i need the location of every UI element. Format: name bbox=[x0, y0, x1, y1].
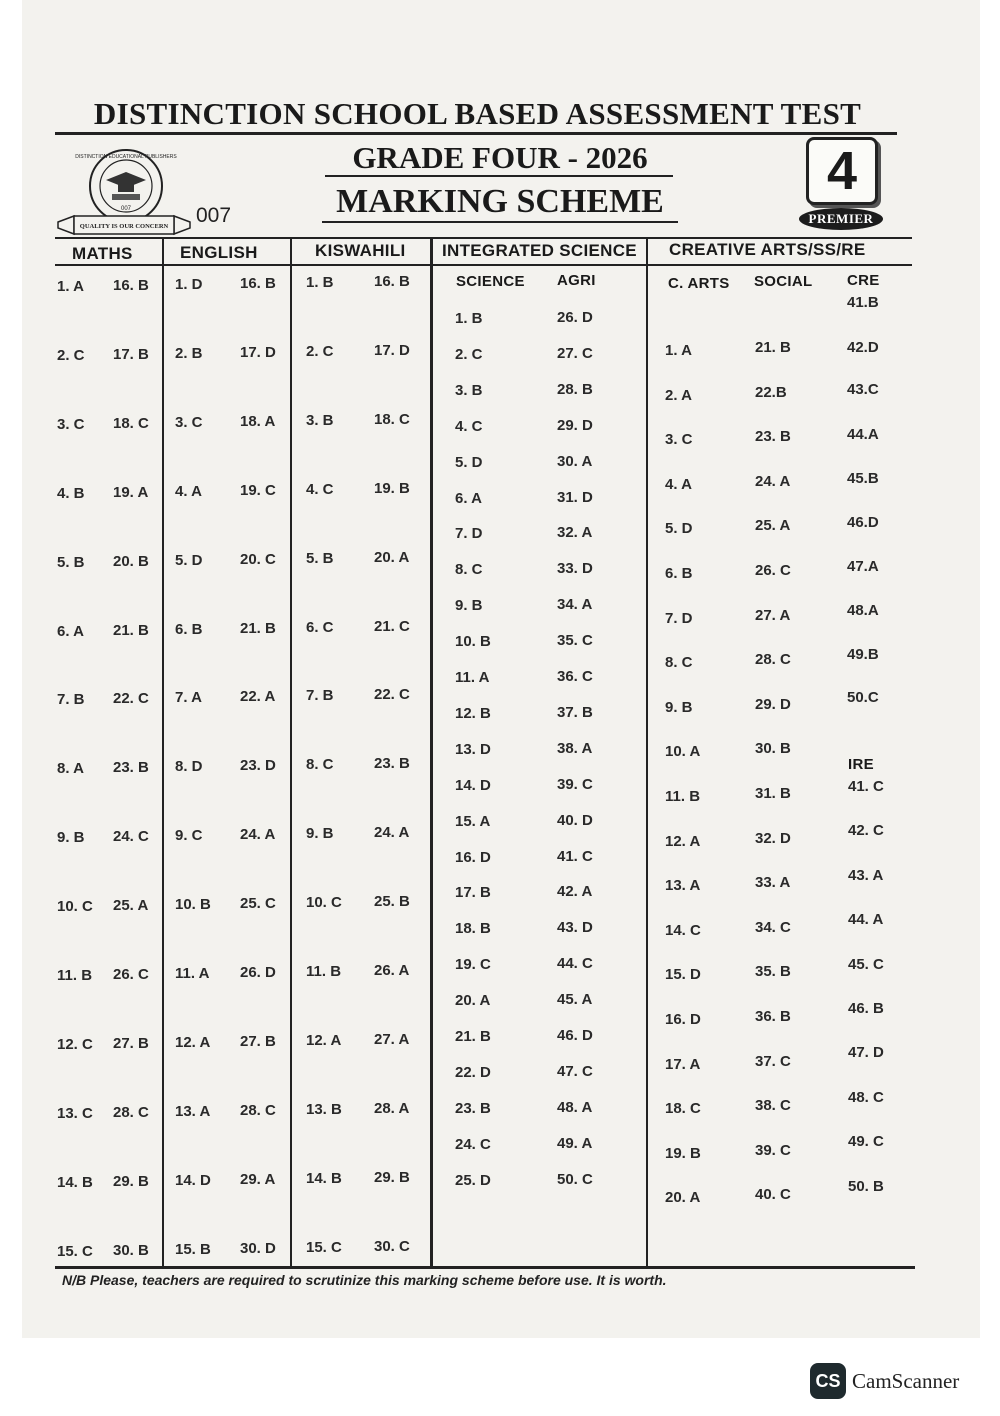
social-answer: 39. C bbox=[755, 1142, 791, 1159]
science-answer: 5. D bbox=[455, 454, 483, 471]
carts-answer: 11. B bbox=[665, 788, 701, 805]
maths-answer: 29. B bbox=[113, 1173, 149, 1190]
ire-answer: 47. D bbox=[848, 1044, 884, 1061]
cre-answer: 45.B bbox=[847, 470, 879, 487]
science-answer: 24. C bbox=[455, 1136, 491, 1153]
maths-answer: 13. C bbox=[57, 1105, 93, 1122]
english-answer: 23. D bbox=[240, 757, 276, 774]
science-answer: 8. C bbox=[455, 561, 483, 578]
kiswahili-answer: 25. B bbox=[374, 893, 410, 910]
maths-answer: 4. B bbox=[57, 485, 85, 502]
maths-answer: 27. B bbox=[113, 1035, 149, 1052]
agri-answer: 47. C bbox=[557, 1063, 593, 1080]
agri-answer: 46. D bbox=[557, 1027, 593, 1044]
logo-code: 007 bbox=[196, 204, 232, 227]
english-answer: 27. B bbox=[240, 1033, 276, 1050]
social-answer: 25. A bbox=[755, 517, 791, 534]
science-answer: 11. A bbox=[455, 669, 490, 686]
english-answer: 15. B bbox=[175, 1241, 211, 1258]
carts-answer: 16. D bbox=[665, 1011, 701, 1028]
svg-text:007: 007 bbox=[120, 206, 132, 212]
maths-answer: 26. C bbox=[113, 966, 149, 983]
kiswahili-answer: 4. C bbox=[306, 481, 334, 498]
maths-answer: 14. B bbox=[57, 1174, 93, 1191]
agri-answer: 28. B bbox=[557, 381, 593, 398]
maths-answer: 6. A bbox=[57, 623, 84, 640]
maths-answer: 15. C bbox=[57, 1243, 93, 1260]
carts-answer: 6. B bbox=[665, 565, 693, 582]
science-answer: 12. B bbox=[455, 705, 491, 722]
kiswahili-answer: 10. C bbox=[306, 894, 342, 911]
kiswahili-answer: 5. B bbox=[306, 550, 334, 567]
maths-answer: 8. A bbox=[57, 760, 84, 777]
kiswahili-answer: 19. B bbox=[374, 480, 410, 497]
science-answer: 21. B bbox=[455, 1028, 491, 1045]
science-answer: 17. B bbox=[455, 884, 491, 901]
camscanner-label: CamScanner bbox=[852, 1369, 960, 1393]
maths-answer: 23. B bbox=[113, 759, 149, 776]
social-answer: 22.B bbox=[755, 384, 787, 401]
maths-answer: 11. B bbox=[57, 967, 93, 984]
kiswahili-answer: 23. B bbox=[374, 755, 410, 772]
english-answer: 14. D bbox=[175, 1172, 211, 1189]
maths-answer: 30. B bbox=[113, 1242, 149, 1259]
agri-answer: 36. C bbox=[557, 668, 593, 685]
ire-answer: 48. C bbox=[848, 1089, 884, 1106]
ire-answer: 44. A bbox=[848, 911, 884, 928]
kiswahili-answer: 1. B bbox=[306, 274, 334, 291]
agri-answer: 38. A bbox=[557, 740, 593, 757]
subheader-science: SCIENCE bbox=[456, 273, 525, 290]
social-answer: 31. B bbox=[755, 785, 791, 802]
kiswahili-answer: 27. A bbox=[374, 1031, 410, 1048]
science-answer: 10. B bbox=[455, 633, 491, 650]
english-answer: 30. D bbox=[240, 1240, 276, 1257]
english-answer: 29. A bbox=[240, 1171, 276, 1188]
kiswahili-answer: 16. B bbox=[374, 273, 410, 290]
camscanner-icon: CS bbox=[810, 1363, 846, 1399]
science-answer: 7. D bbox=[455, 525, 483, 542]
kiswahili-answer: 21. C bbox=[374, 618, 410, 635]
page-title: DISTINCTION SCHOOL BASED ASSESSMENT TEST bbox=[93, 96, 862, 131]
science-answer: 19. C bbox=[455, 956, 491, 973]
agri-answer: 40. D bbox=[557, 812, 593, 829]
ire-answer: 49. C bbox=[848, 1133, 884, 1150]
science-answer: 13. D bbox=[455, 741, 491, 758]
maths-answer: 10. C bbox=[57, 898, 93, 915]
carts-answer: 17. A bbox=[665, 1056, 701, 1073]
english-answer: 28. C bbox=[240, 1102, 276, 1119]
agri-answer: 50. C bbox=[557, 1171, 593, 1188]
cre-answer: 49.B bbox=[847, 646, 879, 663]
agri-answer: 29. D bbox=[557, 417, 593, 434]
svg-text:DISTINCTION EDUCATIONAL PUBLIS: DISTINCTION EDUCATIONAL PUBLISHERS bbox=[75, 154, 177, 160]
maths-answer: 9. B bbox=[57, 829, 85, 846]
footer-note: N/B Please, teachers are required to scrutinize this marking scheme before use. It is worth. bbox=[62, 1272, 667, 1288]
science-answer: 14. D bbox=[455, 777, 491, 794]
english-answer: 1. D bbox=[175, 276, 203, 293]
kiswahili-answer: 2. C bbox=[306, 343, 334, 360]
science-answer: 4. C bbox=[455, 418, 483, 435]
cre-answer: 44.A bbox=[847, 426, 879, 443]
cre-answer: 46.D bbox=[847, 514, 879, 531]
carts-answer: 7. D bbox=[665, 610, 693, 627]
science-answer: 1. B bbox=[455, 310, 483, 327]
science-answer: 25. D bbox=[455, 1172, 491, 1189]
science-answer: 20. A bbox=[455, 992, 491, 1009]
maths-answer: 20. B bbox=[113, 553, 149, 570]
divider-kiswahili-science bbox=[430, 239, 433, 1266]
science-answer: 2. C bbox=[455, 346, 483, 363]
svg-text:QUALITY IS OUR CONCERN: QUALITY IS OUR CONCERN bbox=[79, 223, 169, 230]
english-answer: 8. D bbox=[175, 758, 203, 775]
divider-maths-english bbox=[162, 239, 164, 1266]
kiswahili-answer: 24. A bbox=[374, 824, 410, 841]
agri-answer: 26. D bbox=[557, 309, 593, 326]
header-integrated-science: INTEGRATED SCIENCE bbox=[442, 241, 637, 260]
carts-answer: 9. B bbox=[665, 699, 693, 716]
kiswahili-answer: 17. D bbox=[374, 342, 410, 359]
agri-answer: 30. A bbox=[557, 453, 593, 470]
agri-answer: 42. A bbox=[557, 883, 593, 900]
social-answer: 36. B bbox=[755, 1008, 791, 1025]
science-answer: 15. A bbox=[455, 813, 491, 830]
english-answer: 17. D bbox=[240, 344, 276, 361]
cre-answer: 48.A bbox=[847, 602, 879, 619]
social-answer: 21. B bbox=[755, 339, 791, 356]
agri-answer: 31. D bbox=[557, 489, 593, 506]
social-answer: 30. B bbox=[755, 740, 791, 757]
ire-answer: 43. A bbox=[848, 867, 884, 884]
social-answer: 29. D bbox=[755, 696, 791, 713]
social-answer: 28. C bbox=[755, 651, 791, 668]
english-answer: 19. C bbox=[240, 482, 276, 499]
social-answer: 37. C bbox=[755, 1053, 791, 1070]
carts-answer: 18. C bbox=[665, 1100, 701, 1117]
table-top-rule bbox=[55, 237, 912, 239]
header-kiswahili: KISWAHILI bbox=[315, 241, 406, 260]
ire-answer: 41. C bbox=[848, 778, 884, 795]
maths-answer: 24. C bbox=[113, 828, 149, 845]
english-answer: 12. A bbox=[175, 1034, 211, 1051]
subheader-agri: AGRI bbox=[557, 272, 596, 289]
english-answer: 3. C bbox=[175, 414, 203, 431]
english-answer: 5. D bbox=[175, 552, 203, 569]
kiswahili-answer: 12. A bbox=[306, 1032, 342, 1049]
science-answer: 18. B bbox=[455, 920, 491, 937]
cre-answer: 41.B bbox=[847, 294, 879, 311]
english-answer: 21. B bbox=[240, 620, 276, 637]
carts-answer: 5. D bbox=[665, 520, 693, 537]
header-maths: MATHS bbox=[72, 244, 133, 263]
ire-answer: 42. C bbox=[848, 822, 884, 839]
kiswahili-answer: 28. A bbox=[374, 1100, 410, 1117]
cre-answer: 42.D bbox=[847, 339, 879, 356]
science-answer: 3. B bbox=[455, 382, 483, 399]
kiswahili-answer: 20. A bbox=[374, 549, 410, 566]
social-answer: 26. C bbox=[755, 562, 791, 579]
subheader-ire: IRE bbox=[848, 756, 874, 773]
scheme-title: MARKING SCHEME bbox=[336, 183, 664, 220]
agri-answer: 34. A bbox=[557, 596, 593, 613]
maths-answer: 2. C bbox=[57, 347, 85, 364]
science-answer: 16. D bbox=[455, 849, 491, 866]
english-answer: 18. A bbox=[240, 413, 276, 430]
agri-answer: 37. B bbox=[557, 704, 593, 721]
maths-answer: 1. A bbox=[57, 278, 84, 295]
science-answer: 23. B bbox=[455, 1100, 491, 1117]
kiswahili-answer: 14. B bbox=[306, 1170, 342, 1187]
header-creative-arts: CREATIVE ARTS/SS/RE bbox=[669, 240, 866, 259]
english-answer: 26. D bbox=[240, 964, 276, 981]
kiswahili-answer: 29. B bbox=[374, 1169, 410, 1186]
social-answer: 32. D bbox=[755, 830, 791, 847]
social-answer: 24. A bbox=[755, 473, 791, 490]
publisher-logo bbox=[54, 146, 194, 236]
kiswahili-answer: 15. C bbox=[306, 1239, 342, 1256]
cre-answer: 47.A bbox=[847, 558, 879, 575]
social-answer: 40. C bbox=[755, 1186, 791, 1203]
english-answer: 10. B bbox=[175, 896, 211, 913]
carts-answer: 10. A bbox=[665, 743, 701, 760]
maths-answer: 18. C bbox=[113, 415, 149, 432]
maths-answer: 5. B bbox=[57, 554, 85, 571]
ire-answer: 45. C bbox=[848, 956, 884, 973]
agri-answer: 49. A bbox=[557, 1135, 593, 1152]
carts-answer: 3. C bbox=[665, 431, 693, 448]
english-answer: 22. A bbox=[240, 688, 276, 705]
english-answer: 20. C bbox=[240, 551, 276, 568]
english-answer: 2. B bbox=[175, 345, 203, 362]
grade-badge: 4 bbox=[806, 137, 878, 205]
kiswahili-answer: 26. A bbox=[374, 962, 410, 979]
grade-underline bbox=[325, 175, 673, 177]
kiswahili-answer: 11. B bbox=[306, 963, 342, 980]
maths-answer: 28. C bbox=[113, 1104, 149, 1121]
kiswahili-answer: 13. B bbox=[306, 1101, 342, 1118]
carts-answer: 13. A bbox=[665, 877, 701, 894]
kiswahili-answer: 9. B bbox=[306, 825, 334, 842]
english-answer: 4. A bbox=[175, 483, 202, 500]
agri-answer: 45. A bbox=[557, 991, 593, 1008]
english-answer: 13. A bbox=[175, 1103, 211, 1120]
maths-answer: 25. A bbox=[113, 897, 149, 914]
carts-answer: 15. D bbox=[665, 966, 701, 983]
maths-answer: 16. B bbox=[113, 277, 149, 294]
science-answer: 22. D bbox=[455, 1064, 491, 1081]
title-underline bbox=[55, 132, 897, 135]
cre-answer: 43.C bbox=[847, 381, 879, 398]
maths-answer: 22. C bbox=[113, 690, 149, 707]
social-answer: 34. C bbox=[755, 919, 791, 936]
agri-answer: 39. C bbox=[557, 776, 593, 793]
science-answer: 6. A bbox=[455, 490, 482, 507]
carts-answer: 4. A bbox=[665, 476, 692, 493]
subheader-carts: C. ARTS bbox=[668, 275, 730, 292]
cre-answer: 50.C bbox=[847, 689, 879, 706]
maths-answer: 17. B bbox=[113, 346, 149, 363]
carts-answer: 2. A bbox=[665, 387, 692, 404]
social-answer: 23. B bbox=[755, 428, 791, 445]
agri-answer: 27. C bbox=[557, 345, 593, 362]
agri-answer: 41. C bbox=[557, 848, 593, 865]
table-bottom-rule bbox=[55, 1266, 915, 1269]
ire-answer: 46. B bbox=[848, 1000, 884, 1017]
english-answer: 24. A bbox=[240, 826, 276, 843]
header-english: ENGLISH bbox=[180, 243, 258, 262]
social-answer: 38. C bbox=[755, 1097, 791, 1114]
grade-title: GRADE FOUR - 2026 bbox=[352, 140, 648, 175]
carts-answer: 1. A bbox=[665, 342, 692, 359]
carts-answer: 19. B bbox=[665, 1145, 701, 1162]
agri-answer: 48. A bbox=[557, 1099, 593, 1116]
agri-answer: 35. C bbox=[557, 632, 593, 649]
maths-answer: 12. C bbox=[57, 1036, 93, 1053]
agri-answer: 32. A bbox=[557, 524, 593, 541]
kiswahili-answer: 6. C bbox=[306, 619, 334, 636]
maths-answer: 7. B bbox=[57, 691, 85, 708]
scheme-underline bbox=[322, 221, 678, 223]
english-answer: 7. A bbox=[175, 689, 202, 706]
agri-answer: 33. D bbox=[557, 560, 593, 577]
english-answer: 9. C bbox=[175, 827, 203, 844]
kiswahili-answer: 18. C bbox=[374, 411, 410, 428]
social-answer: 35. B bbox=[755, 963, 791, 980]
kiswahili-answer: 30. C bbox=[374, 1238, 410, 1255]
social-answer: 33. A bbox=[755, 874, 791, 891]
science-answer: 9. B bbox=[455, 597, 483, 614]
carts-answer: 8. C bbox=[665, 654, 693, 671]
kiswahili-answer: 7. B bbox=[306, 687, 334, 704]
english-answer: 25. C bbox=[240, 895, 276, 912]
subheader-cre: CRE bbox=[847, 272, 880, 289]
kiswahili-answer: 22. C bbox=[374, 686, 410, 703]
ire-answer: 50. B bbox=[848, 1178, 884, 1195]
subheader-social: SOCIAL bbox=[754, 273, 813, 290]
carts-answer: 20. A bbox=[665, 1189, 701, 1206]
divider-english-kiswahili bbox=[290, 239, 292, 1266]
divider-science-creative bbox=[646, 239, 648, 1266]
maths-answer: 3. C bbox=[57, 416, 85, 433]
maths-answer: 19. A bbox=[113, 484, 149, 501]
english-answer: 6. B bbox=[175, 621, 203, 638]
english-answer: 16. B bbox=[240, 275, 276, 292]
kiswahili-answer: 3. B bbox=[306, 412, 334, 429]
social-answer: 27. A bbox=[755, 607, 791, 624]
kiswahili-answer: 8. C bbox=[306, 756, 334, 773]
english-answer: 11. A bbox=[175, 965, 210, 982]
maths-answer: 21. B bbox=[113, 622, 149, 639]
premier-label: PREMIER bbox=[799, 208, 883, 230]
carts-answer: 14. C bbox=[665, 922, 701, 939]
agri-answer: 44. C bbox=[557, 955, 593, 972]
header-bottom-rule bbox=[55, 264, 912, 266]
carts-answer: 12. A bbox=[665, 833, 701, 850]
agri-answer: 43. D bbox=[557, 919, 593, 936]
